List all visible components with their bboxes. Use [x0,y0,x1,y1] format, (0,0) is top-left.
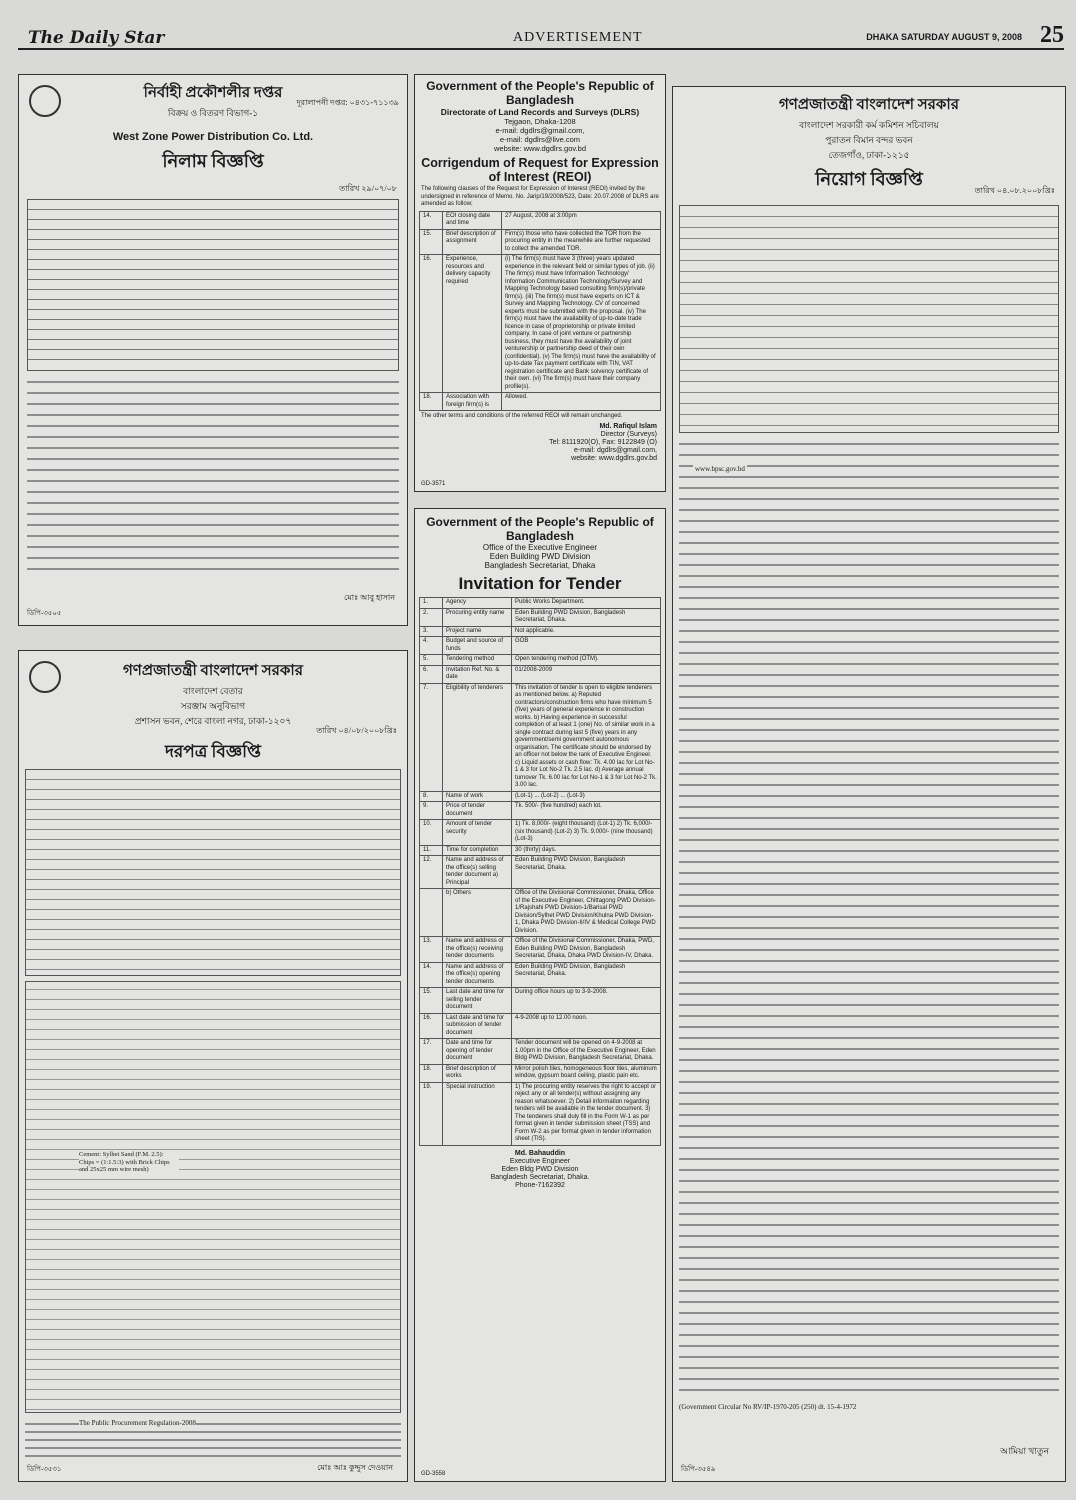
row-item: Brief description of works [443,1064,512,1082]
row-number: 5. [420,655,443,666]
table-row [420,988,661,1014]
row-text: 01/2008-2009 [512,665,661,683]
row-text: 30 (thirty) days. [512,845,661,856]
psc-circular: (Government Circular No RV/IP-1970-205 (250) dt. 15-4-1972 [679,1403,857,1411]
table-row [420,229,661,255]
betar-title: দরপত্র বিজ্ঞপ্তি [165,742,261,761]
ad-westzone-auction [18,74,408,626]
row-number: 14. [420,962,443,988]
betar-signer: মোঃ আঃ কুদ্দুস দেওয়ান [317,1462,393,1475]
row-number [420,889,443,937]
pwd-phone: Phone-7162392 [515,1181,565,1189]
pwd-office: Office of the Executive Engineer [482,543,598,552]
table-row [420,1082,661,1145]
row-item: Experience, resources and delivery capacity required [443,255,502,393]
dlrs-email-2: e-mail: dgdlrs@live.com [499,135,581,144]
dlrs-dept: Directorate of Land Records and Surveys (DLRS) [440,107,640,117]
betar-ref: ডিপি-৩৫৩১ [27,1465,62,1473]
corrigendum-outro: The other terms and conditions of the referred REOI will remain unchanged. [421,413,623,419]
row-text: 1) Tk. 8,000/- (eight thousand) (Lot-1) 2) Tk. 6,000/- (six thousand) (Lot-2) 3) Tk. 9,000/- (nine thousand) (Lot-3) [512,820,661,846]
table-row [420,802,661,820]
row-text: Eden Building PWD Division, Bangladesh Secretariat, Dhaka. [512,856,661,889]
row-text: Eden Building PWD Division, Bangladesh Secretariat, Dhaka. [512,608,661,626]
betar-logo-icon [29,661,61,693]
row-item: Name and address of the office(s) selling tender document a) Principal [443,856,512,889]
pwd-signer: Md. Bahauddin [514,1149,566,1157]
table-row [420,683,661,791]
dlrs-sig-web: website: www.dgdlrs.gov.bd [571,454,657,462]
row-number: 18. [420,393,443,411]
psc-city: তেজগাঁও, ঢাকা-১২১৫ [828,150,910,160]
auction-terms-text [27,375,399,575]
row-text: Allowed. [502,393,661,411]
row-number: 16. [420,1013,443,1039]
row-text: During office hours up to 3-9-2008. [512,988,661,1014]
row-number: 15. [420,988,443,1014]
betar-gov: গণপ্রজাতন্ত্রী বাংলাদেশ সরকার [122,663,304,679]
dlrs-signer-title: Director (Surveys) [600,430,657,438]
auction-signer: মোঃ আবু হাসান [344,593,395,602]
row-item: Eligibility of tenderers [443,683,512,791]
row-item: Name of work [443,791,512,802]
corrigendum-table [419,211,661,412]
betar-date: তারিখ ০৪/০৮/২০০৮খ্রিঃ [316,726,397,735]
row-text: Office of the Divisional Commissioner, Dhaka, PWD, Eden Building PWD Division, Bangladesh Secretariat, Dhaka, Dhaka PWD Division-IV, Dhaka. [512,937,661,963]
row-number: 2. [420,608,443,626]
dlrs-signer: Md. Rafiqul Islam [599,422,657,430]
betar-sub: সরঞ্জাম অনুবিভাগ [180,701,246,711]
row-item: Date and time for opening of tender document [443,1039,512,1065]
row-item: Amount of tender security [443,820,512,846]
psc-ref: ডিপি-৩৫৪৯ [681,1465,716,1473]
row-item: Tendering method [443,655,512,666]
dlrs-address: Tejgaon, Dhaka-1208 [504,117,576,126]
row-text: Eden Building PWD Division, Bangladesh Secretariat, Dhaka. [512,962,661,988]
betar-works-table [25,981,401,1413]
dlrs-gov: Government of the People's Republic of Bangladesh [426,79,654,107]
section-label: ADVERTISEMENT [513,30,643,45]
pwd-place: Bangladesh Secretariat, Dhaka [484,561,596,570]
table-row [420,655,661,666]
corrigendum-title: Corrigendum of Request for Expression of Interest (REOI) [421,156,659,184]
betar-rule: The Public Procurement Regulation-2008 [79,1419,196,1427]
row-number: 9. [420,802,443,820]
betar-dept: বাংলাদেশ বেতার [183,686,243,696]
dlrs-sig-email: e-mail: dgdlrs@gmail.com, [574,446,657,454]
table-row [420,856,661,889]
psc-instructions-text [679,437,1059,1397]
psc-address: পুরাতন বিমান বন্দর ভবন [825,135,913,145]
table-row [420,1064,661,1082]
row-item: EOI closing date and time [443,211,502,229]
tender-table [419,597,661,1146]
dlrs-tel: Tel: 8111920(O), Fax: 9122849 (O) [549,438,657,446]
auction-title: নিলাম বিজ্ঞপ্তি [162,151,264,171]
row-item: Last date and time for selling tender document [443,988,512,1014]
row-item: Agency [443,598,512,609]
row-text: Office of the Divisional Commissioner, Dhaka, Office of the Executive Engineer, Chittagong PWD Division-1/Rajshahi PWD Division-1/Barisal PWD Division/Sylhet PWD Division/Khulna PWD Division-1, Dhaka PWD Division-II/IV & Medical College PWD Division. [512,889,661,937]
row-item: Name and address of the office(s) receiving tender documents [443,937,512,963]
issue-date: DHAKA SATURDAY AUGUST 9, 2008 [866,32,1022,42]
row-text: Public Works Department. [512,598,661,609]
row-item: Special instruction [443,1082,512,1145]
row-item: Name and address of the office(s) opening tender documents [443,962,512,988]
row-item: Price of tender document [443,802,512,820]
table-row [420,211,661,229]
wzpdc-logo-icon [29,85,61,117]
betar-cement-spec: Cement: Sylhet Sand (F.M. 2.5): Chips = (1:1.5:3) with Brick Chips and 25x25 mm wire mesh) [79,1151,179,1174]
table-row [420,791,661,802]
dlrs-ref: GD-3571 [421,481,446,487]
row-number: 8. [420,791,443,802]
row-text: 1) The procuring entity reserves the right to accept or reject any or all tender(s) without assigning any reason whatsoever. 2) Detail information regarding tenders will be available in the tender document. 3) The tenderers shall duly fill in the Form W-1 as per format given in tender submission sheet (TSS) and Form W-2 as per format given in tender information sheet (TIS). [512,1082,661,1145]
table-row [420,598,661,609]
corrigendum-intro: The following clauses of the Request for Expression of Interest (REOI) invited by the undersigned in reference of Memo. No. Jarip/19/2008/523, Date: 20.07.2008 of DLRS are amended as follow; [421,186,659,207]
ad-psc-recruitment [672,86,1066,1482]
ad-dlrs-corrigendum [414,74,666,492]
ad-heading: নির্বাহী প্রকৌশলীর দপ্তর [143,85,283,101]
row-text: Firm(s) those who have collected the TOR from the procuring entity in the meanwhile are further requested to collect the amended TOR. [502,229,661,255]
table-row [420,1013,661,1039]
ad-phone: দূরালাপনী দপ্তর: ০৪৩১-৭১১৩৯ [296,98,399,107]
ad-pwd-tender [414,508,666,1482]
row-number: 18. [420,1064,443,1082]
row-text: (Lot-1) ... (Lot-2) ... (Lot-3) [512,791,661,802]
auction-date: তারিখ ২৯/০৭/০৮ [339,184,397,193]
psc-gov: গণপ্রজাতন্ত্রী বাংলাদেশ সরকার [778,97,960,113]
row-number: 12. [420,856,443,889]
row-text: (i) The firm(s) must have 3 (three) years updated experience in the relevant field or similar types of job. (ii) The firm(s) must have Information Technology/ Information Communication Technology/Survey and Mapping Technology based consulting firm(s)/private firm(s). (iii) The firm(s) must have experts on ICT & Survey and Mapping Technology. CV of concerned experts must be submitted with the proposal. (iv) The firm(s) must have the availability of up-to-date trade licence in case of proprietorship or private limited company. In case of joint venture or partnership business, they must have the availability of joint venturership or partnership deed of their own (confidential). (v) The firm(s) must have the availability of up-to-date Tax payment certificate with TIN, VAT registration certificate and Bank solvency certificate of their own. (vi) The firm(s) must have their company profile(s). [502,255,661,393]
psc-posts-table [679,205,1059,433]
auction-items-table [27,199,399,371]
row-text: Tk. 500/- (five hundred) each lot. [512,802,661,820]
row-number: 14. [420,211,443,229]
row-number: 17. [420,1039,443,1065]
row-number: 16. [420,255,443,393]
pwd-signer-div: Eden Bldg PWD Division [501,1165,579,1173]
row-number: 15. [420,229,443,255]
table-row [420,608,661,626]
pwd-ref: GD-3558 [421,1471,446,1477]
table-row [420,1039,661,1065]
table-row [420,393,661,411]
table-row [420,845,661,856]
row-number: 3. [420,626,443,637]
table-row [420,889,661,937]
row-number: 1. [420,598,443,609]
pwd-division: Eden Building PWD Division [489,552,591,561]
masthead [18,22,1064,50]
row-text: 4-9-2008 up to 12.00 noon. [512,1013,661,1039]
pwd-signer-place: Bangladesh Secretariat, Dhaka. [490,1173,590,1181]
psc-title: নিয়োগ বিজ্ঞপ্তি [815,169,923,189]
table-row [420,665,661,683]
row-number: 10. [420,820,443,846]
betar-address: প্রশাসন ভবন, শেরে বাংলা নগর, ঢাকা-১২০৭ [134,716,292,726]
page-number: 25 [1040,22,1064,48]
pwd-signer-title: Executive Engineer [509,1157,571,1165]
row-number: 7. [420,683,443,791]
row-text: Mirror polish tiles, homogeneous floor tiles, aluminum window, gypsum board ceiling, plastic pain etc. [512,1064,661,1082]
row-item: Procuring entity name [443,608,512,626]
table-row [420,962,661,988]
dlrs-website: website: www.dgdlrs.gov.bd [494,144,586,153]
ad-betar-tender [18,650,408,1482]
dlrs-email: e-mail: dgdlrs@gmail.com, [495,126,585,135]
row-item: Invitation Ref. No. & date [443,665,512,683]
company-name: West Zone Power Distribution Co. Ltd. [112,131,314,143]
psc-date: তারিখ ০৪.০৮.২০০৮খ্রিঃ [974,186,1055,195]
betar-info-table [25,769,401,976]
ad-subheading: বিক্রয় ও বিতরণ বিভাগ-১ [167,108,259,118]
table-row [420,255,661,393]
table-row [420,937,661,963]
row-item: Time for completion [443,845,512,856]
pwd-gov: Government of the People's Republic of Bangladesh [426,515,654,543]
table-row [420,637,661,655]
row-number: 11. [420,845,443,856]
table-row [420,820,661,846]
row-text: This invitation of tender is open to eligible tenderers as mentioned below. a) Reputed contractors/construction firms who have minimum 5 (five) years of general experience in construction works. b) Having experience in successful completion of at least 1 (one) No. of similar work in a single contract during last 5 (five) years in any government/semi government autonomous organisation. The certificate should be endorsed by an officer not below the rank of Executive Engineer. c) Liquid assets or cash flow: Tk. 4.00 lac for Lot No-1 & 3 for Lot No-2 Tk. 2.5 lac. d) Average annual turnover Tk. 6.00 lac for Lot No-1 & 3 for Lot No-2 Tk. 3.00 lac. [512,683,661,791]
row-text: Open tendering method (OTM). [512,655,661,666]
psc-signer: আমিয়া খাতুন [1000,1446,1049,1456]
row-number: 13. [420,937,443,963]
row-text: GOB [512,637,661,655]
psc-website: www.bpsc.gov.bd [695,465,745,473]
table-row [420,626,661,637]
newspaper-brand: The Daily Star [28,28,165,48]
row-item: Project name [443,626,512,637]
row-item: Last date and time for submission of tender document [443,1013,512,1039]
row-text: 27 August, 2008 at 3:00pm [502,211,661,229]
row-item: Budget and source of funds [443,637,512,655]
row-number: 4. [420,637,443,655]
row-item: Brief description of assignment [443,229,502,255]
psc-dept: বাংলাদেশ সরকারী কর্ম কমিশন সচিবালয় [799,120,939,130]
row-item: b) Others [443,889,512,937]
row-item: Association with foreign firm(s) is [443,393,502,411]
row-number: 6. [420,665,443,683]
ad-ref: ডিপি-৩৫০৫ [27,609,62,617]
tender-title: Invitation for Tender [458,574,622,593]
row-text: Tender document will be opened on 4-9-2008 at 1.00pm in the Office of the Executive Engineer, Eden Bldg PWD Division, Bangladesh Secretariat, Dhaka. [512,1039,661,1065]
row-number: 19. [420,1082,443,1145]
row-text: Not applicable. [512,626,661,637]
